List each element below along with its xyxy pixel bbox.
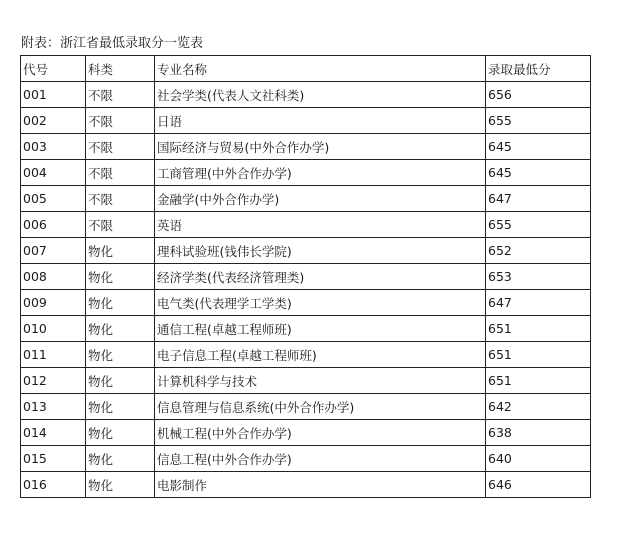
- cell-subject-category: 物化: [86, 394, 155, 420]
- cell-subject-category: 物化: [86, 342, 155, 368]
- cell-code: 002: [21, 108, 86, 134]
- table-row: [21, 108, 591, 134]
- cell-min-score: 642: [486, 394, 591, 420]
- cell-code: 005: [21, 186, 86, 212]
- cell-min-score: 651: [486, 316, 591, 342]
- cell-min-score: 638: [486, 420, 591, 446]
- table-row: [21, 264, 591, 290]
- cell-min-score: 640: [486, 446, 591, 472]
- cell-code: 014: [21, 420, 86, 446]
- cell-code: 001: [21, 82, 86, 108]
- table-row: [21, 290, 591, 316]
- cell-subject-category: 物化: [86, 290, 155, 316]
- cell-major-name: 社会学类(代表人文社科类): [155, 82, 486, 108]
- cell-code: 006: [21, 212, 86, 238]
- cell-code: 013: [21, 394, 86, 420]
- cell-min-score: 651: [486, 342, 591, 368]
- cell-subject-category: 不限: [86, 186, 155, 212]
- cell-major-name: 通信工程(卓越工程师班): [155, 316, 486, 342]
- table-row: [21, 342, 591, 368]
- table-row: [21, 82, 591, 108]
- cell-subject-category: 物化: [86, 420, 155, 446]
- cell-major-name: 电影制作: [155, 472, 486, 498]
- cell-major-name: 国际经济与贸易(中外合作办学): [155, 134, 486, 160]
- cell-subject-category: 不限: [86, 134, 155, 160]
- cell-major-name: 理科试验班(钱伟长学院): [155, 238, 486, 264]
- table-row: [21, 186, 591, 212]
- cell-major-name: 信息管理与信息系统(中外合作办学): [155, 394, 486, 420]
- header-major-name: 专业名称: [155, 56, 486, 82]
- table-row: [21, 160, 591, 186]
- cell-min-score: 652: [486, 238, 591, 264]
- table-row: [21, 394, 591, 420]
- cell-major-name: 工商管理(中外合作办学): [155, 160, 486, 186]
- table-row: [21, 368, 591, 394]
- cell-major-name: 英语: [155, 212, 486, 238]
- cell-subject-category: 不限: [86, 82, 155, 108]
- cell-subject-category: 物化: [86, 472, 155, 498]
- cell-major-name: 电子信息工程(卓越工程师班): [155, 342, 486, 368]
- cell-code: 011: [21, 342, 86, 368]
- cell-subject-category: 不限: [86, 212, 155, 238]
- cell-min-score: 655: [486, 212, 591, 238]
- cell-subject-category: 物化: [86, 446, 155, 472]
- table-header-row: [21, 56, 591, 82]
- cell-code: 012: [21, 368, 86, 394]
- cell-code: 010: [21, 316, 86, 342]
- cell-major-name: 电气类(代表理学工学类): [155, 290, 486, 316]
- table-row: [21, 316, 591, 342]
- cell-code: 008: [21, 264, 86, 290]
- cell-subject-category: 不限: [86, 108, 155, 134]
- cell-subject-category: 不限: [86, 160, 155, 186]
- table-row: [21, 212, 591, 238]
- cell-major-name: 信息工程(中外合作办学): [155, 446, 486, 472]
- cell-code: 009: [21, 290, 86, 316]
- cell-major-name: 机械工程(中外合作办学): [155, 420, 486, 446]
- cell-min-score: 645: [486, 134, 591, 160]
- table-caption: 附表：浙江省最低录取分一览表: [21, 36, 204, 51]
- cell-subject-category: 物化: [86, 368, 155, 394]
- header-subject-category: 科类: [86, 56, 155, 82]
- cell-major-name: 日语: [155, 108, 486, 134]
- cell-major-name: 金融学(中外合作办学): [155, 186, 486, 212]
- cell-min-score: 655: [486, 108, 591, 134]
- cell-min-score: 647: [486, 186, 591, 212]
- cell-min-score: 646: [486, 472, 591, 498]
- table-row: [21, 420, 591, 446]
- table-row: [21, 238, 591, 264]
- cell-major-name: 计算机科学与技术: [155, 368, 486, 394]
- cell-code: 004: [21, 160, 86, 186]
- cell-major-name: 经济学类(代表经济管理类): [155, 264, 486, 290]
- table-row: [21, 472, 591, 498]
- cell-min-score: 651: [486, 368, 591, 394]
- header-min-score: 录取最低分: [486, 56, 591, 82]
- cell-min-score: 645: [486, 160, 591, 186]
- header-code: 代号: [21, 56, 86, 82]
- cell-subject-category: 物化: [86, 316, 155, 342]
- cell-code: 007: [21, 238, 86, 264]
- admission-score-table: [20, 55, 591, 498]
- table-row: [21, 134, 591, 160]
- cell-code: 003: [21, 134, 86, 160]
- cell-subject-category: 物化: [86, 264, 155, 290]
- cell-min-score: 656: [486, 82, 591, 108]
- cell-min-score: 653: [486, 264, 591, 290]
- cell-subject-category: 物化: [86, 238, 155, 264]
- cell-code: 015: [21, 446, 86, 472]
- table-row: [21, 446, 591, 472]
- cell-min-score: 647: [486, 290, 591, 316]
- cell-code: 016: [21, 472, 86, 498]
